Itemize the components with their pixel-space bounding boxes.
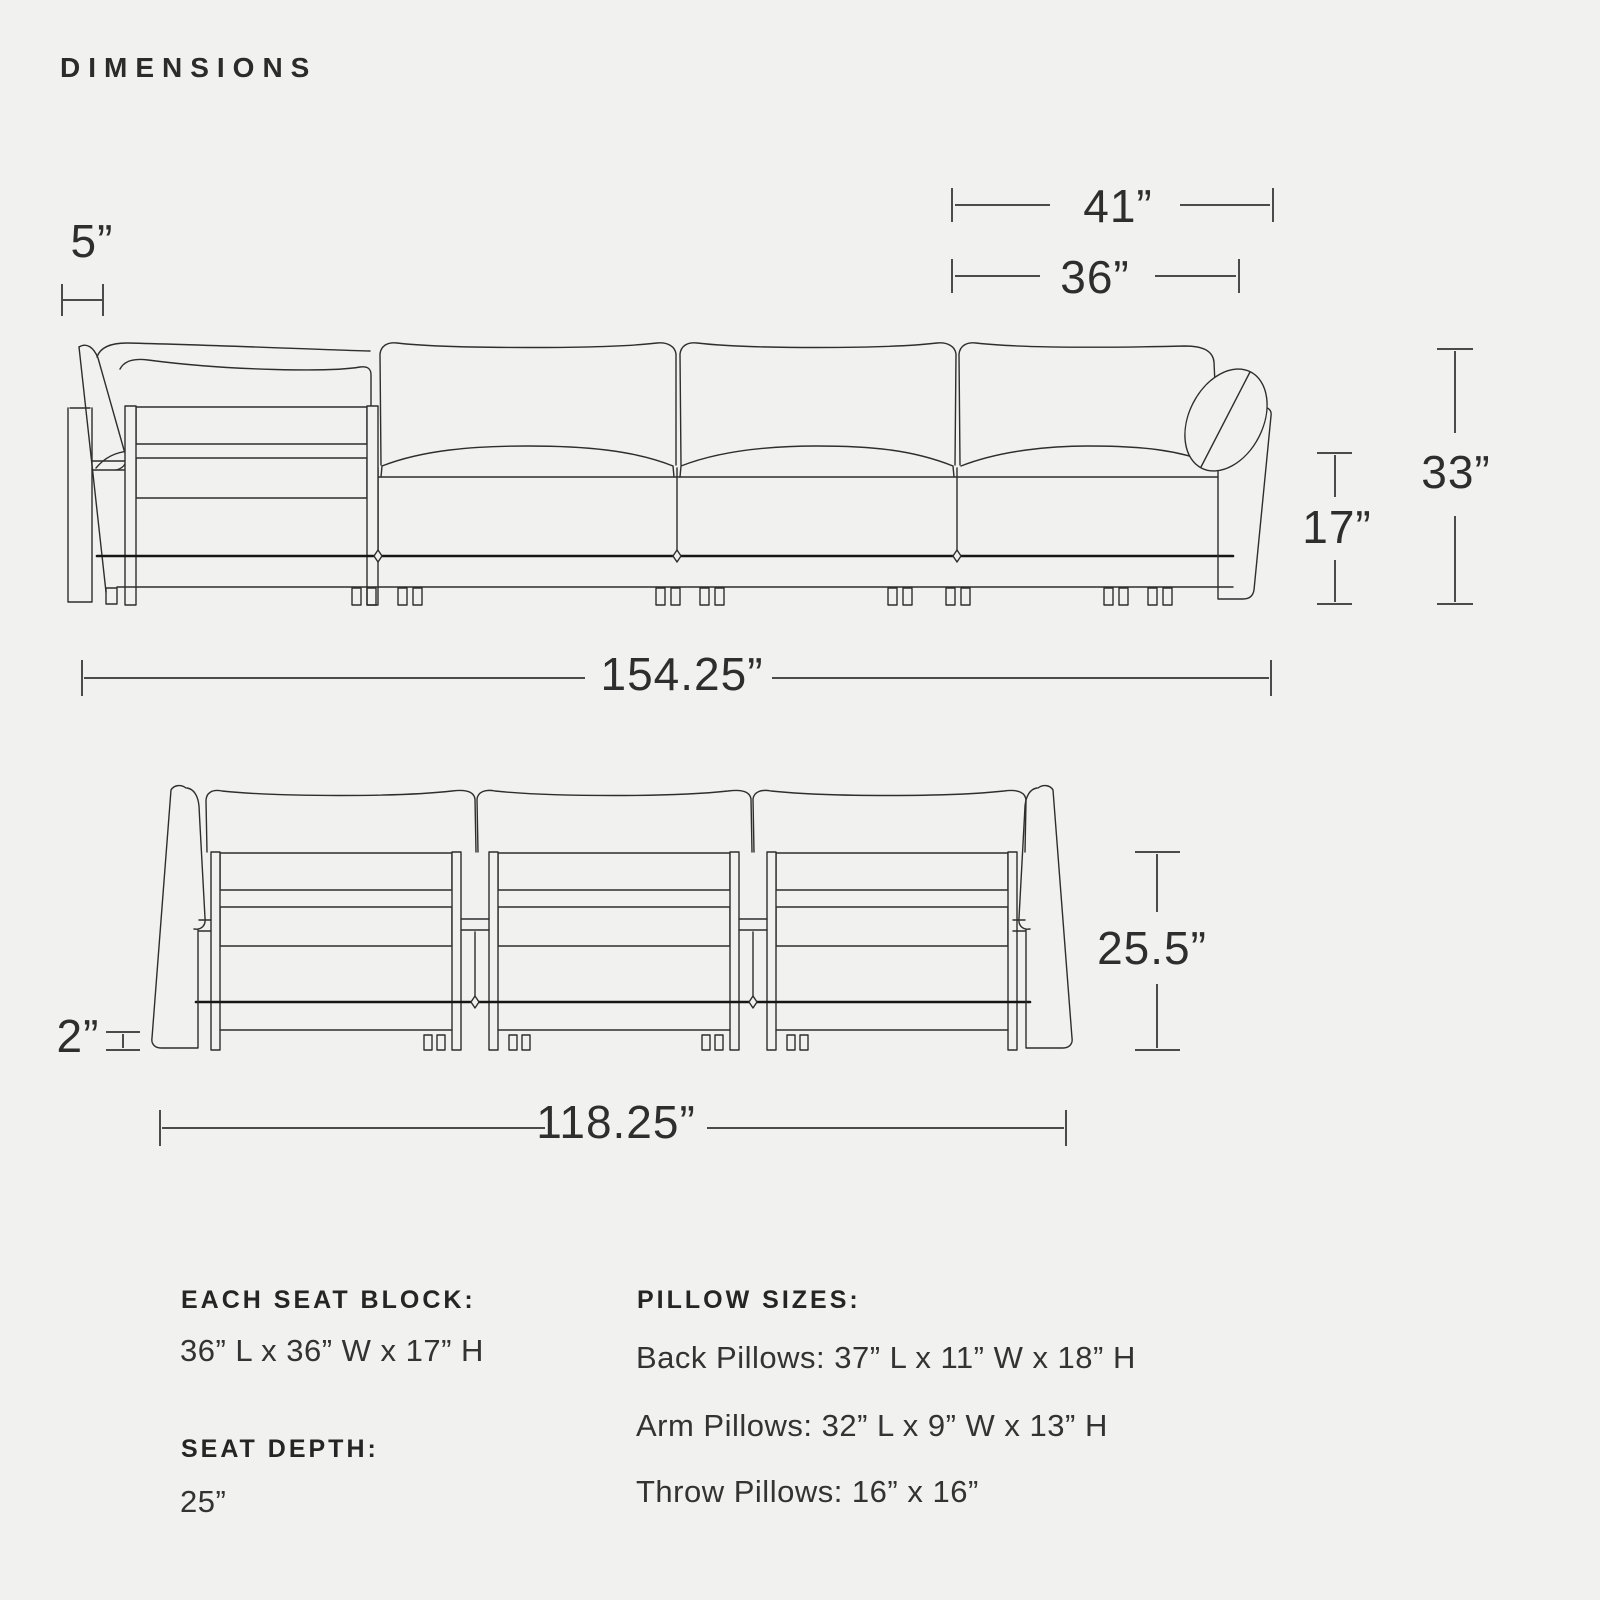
- spec-heading-pillow-sizes: PILLOW SIZES:: [637, 1286, 861, 1314]
- dim-label-frame-width: 118.25”: [536, 1096, 696, 1148]
- spec-pillow-arm: Arm Pillows: 32” L x 9” W x 13” H: [636, 1408, 1108, 1443]
- back-base: [196, 1002, 1030, 1030]
- front-base: [97, 556, 1233, 587]
- spec-value-seat-depth: 25”: [180, 1484, 227, 1519]
- dim-label-overall-width: 154.25”: [600, 648, 764, 700]
- dim-leg-height-line: [106, 1032, 140, 1050]
- spec-pillow-throw: Throw Pillows: 16” x 16”: [636, 1474, 979, 1509]
- front-corner-back-cushion: [97, 343, 371, 406]
- front-legs: [352, 588, 1172, 605]
- dim-label-back-height: 25.5”: [1097, 922, 1207, 974]
- front-left-arm: [68, 345, 126, 604]
- back-legs: [424, 1035, 808, 1050]
- back-elevation-drawing: [152, 786, 1072, 1050]
- page-title: DIMENSIONS: [60, 52, 318, 83]
- dim-label-36: 36”: [1060, 251, 1130, 303]
- spec-heading-seat-block: EACH SEAT BLOCK:: [181, 1286, 476, 1314]
- dim-arm-width-line: [62, 284, 103, 316]
- back-left-arm: [152, 786, 211, 1048]
- spec-pillow-back: Back Pillows: 37” L x 11” W x 18” H: [636, 1340, 1136, 1375]
- back-right-arm: [1013, 786, 1072, 1048]
- front-elevation-drawing: [68, 343, 1283, 605]
- spec-value-seat-block: 36” L x 36” W x 17” H: [180, 1333, 484, 1368]
- front-module-separators: [378, 468, 957, 554]
- back-cushions: [206, 790, 1026, 852]
- dim-label-41: 41”: [1083, 180, 1153, 232]
- dim-label-17: 17”: [1302, 501, 1372, 553]
- dim-label-leg-height: 2”: [56, 1010, 100, 1062]
- dim-label-33: 33”: [1421, 446, 1491, 498]
- front-corner-frame: [125, 406, 378, 605]
- spec-heading-seat-depth: SEAT DEPTH:: [181, 1435, 379, 1463]
- back-frames: [211, 852, 1017, 1050]
- dim-label-arm-width: 5”: [70, 215, 114, 267]
